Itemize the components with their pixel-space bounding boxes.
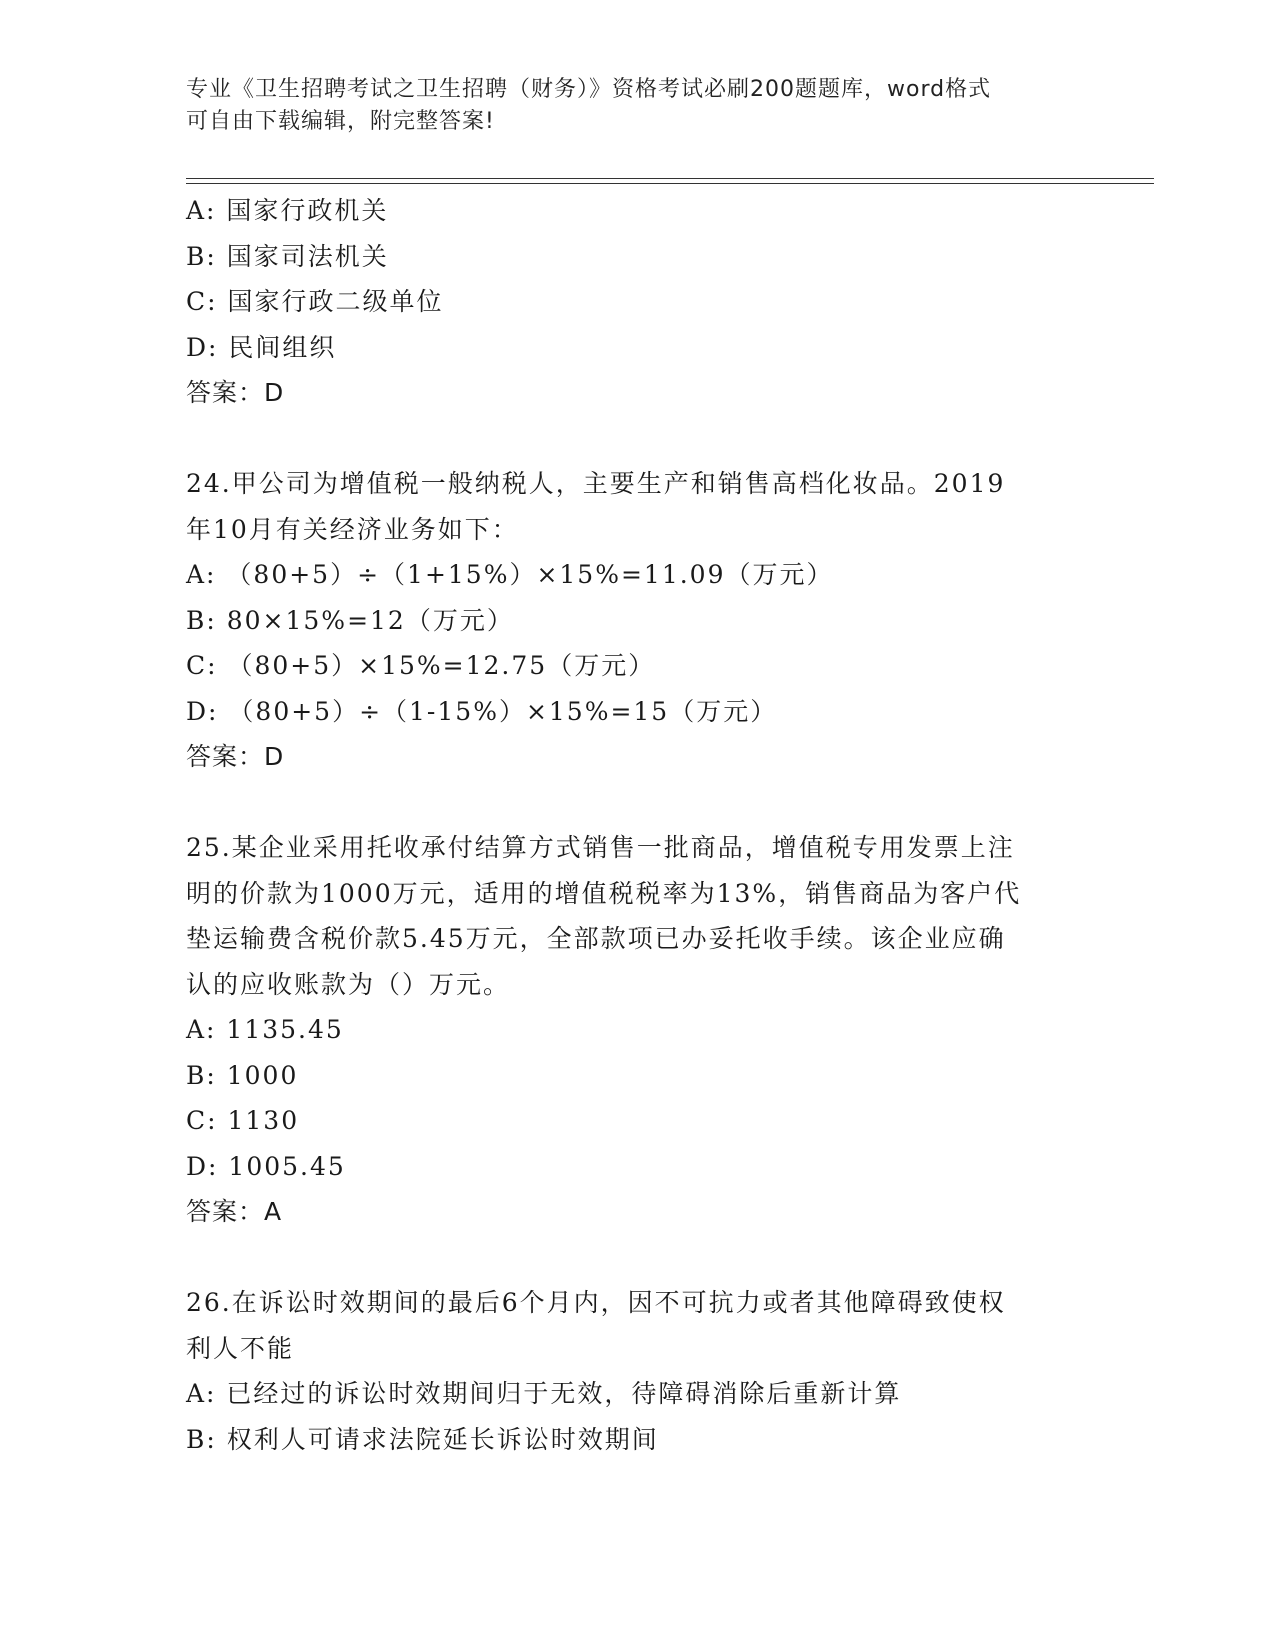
answer-line: 答案：D (186, 378, 285, 407)
header-divider-bottom (186, 183, 1154, 184)
option-a: A: 已经过的诉讼时效期间归于无效，待障碍消除后重新计算 (186, 1379, 902, 1408)
option-a: A: 1135.45 (186, 1015, 344, 1044)
option-a: A: （80+5）÷（1+15%）×15%=11.09（万元） (186, 560, 834, 589)
question-stem-line: 26.在诉讼时效期间的最后6个月内，因不可抗力或者其他障碍致使权 (186, 1288, 1006, 1317)
document-header (186, 74, 1086, 138)
question-stem-line: 认的应收账款为（）万元。 (186, 969, 511, 999)
option-c: C: 国家行政二级单位 (186, 287, 444, 316)
question-24 (186, 461, 1086, 780)
header-line-2: 可自由下载编辑，附完整答案! (186, 109, 495, 134)
option-b: B: 80×15%=12（万元） (186, 605, 514, 635)
option-d: D: （80+5）÷（1-15%）×15%=15（万元） (186, 696, 778, 726)
question-stem-line: 明的价款为1000万元，适用的增值税税率为13%，销售商品为客户代 (186, 878, 1022, 908)
question-stem-line: 24.甲公司为增值税一般纳税人，主要生产和销售高档化妆品。2019 (186, 469, 1006, 498)
question-stem-line: 25.某企业采用托收承付结算方式销售一批商品，增值税专用发票上注 (186, 833, 1015, 862)
option-b: B: 1000 (186, 1060, 299, 1090)
option-d: D: 1005.45 (186, 1151, 346, 1181)
option-c: C: 1130 (186, 1106, 300, 1135)
option-d: D: 民间组织 (186, 332, 337, 362)
header-line-1: 专业《卫生招聘考试之卫生招聘（财务）》资格考试必刷200题题库，word格式 (186, 77, 992, 102)
option-b: B: 国家司法机关 (186, 241, 389, 271)
option-c: C: （80+5）×15%=12.75（万元） (186, 651, 656, 680)
option-b: B: 权利人可请求法院延长诉讼时效期间 (186, 1424, 659, 1454)
question-stem-line: 利人不能 (186, 1333, 295, 1363)
question-26 (186, 1280, 1086, 1462)
question-list (186, 188, 1086, 1462)
question-23 (186, 188, 1086, 416)
answer-line: 答案：A (186, 1197, 283, 1226)
question-25 (186, 825, 1086, 1235)
option-a: A: 国家行政机关 (186, 196, 389, 225)
answer-line: 答案：D (186, 742, 285, 771)
question-stem-line: 年10月有关经济业务如下： (186, 514, 519, 544)
question-stem-line: 垫运输费含税价款5.45万元，全部款项已办妥托收手续。该企业应确 (186, 924, 1006, 953)
header-divider-top (186, 178, 1154, 179)
